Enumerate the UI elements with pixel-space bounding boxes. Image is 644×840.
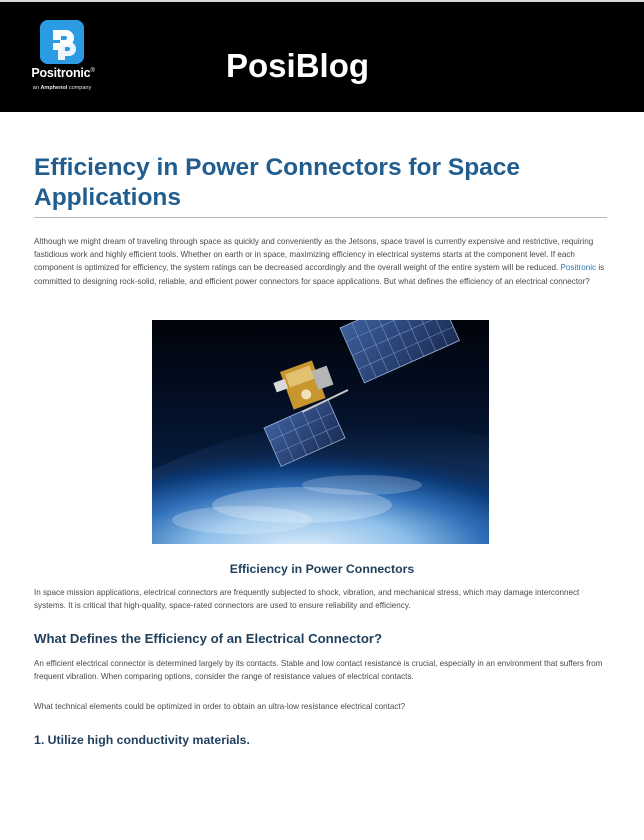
section2-question: What technical elements could be optimized in order to obtain an ultra-low resistance electrical contact? — [34, 702, 406, 711]
intro-paragraph: Although we might dream of traveling through space as quickly and conveniently as the Jetsons, space travel is currently expensive and restrictive, requiring fastidious work and highly efficient tools. Whether on earth or in space, maximizing efficiency in electrical systems starts at the component level. If each component is optimized for efficiency, the system ratings can be decreased accordingly and the overall weight of the entire system will be reduced. Positronic is committed to designing rock-solid, reliable, and efficient power connectors for space applications. But what defines the efficiency of an electrical connector? — [34, 237, 605, 286]
image-caption: Efficiency in Power Connectors — [229, 562, 415, 576]
logo-mark-icon — [40, 20, 84, 64]
section1-paragraph: In space mission applications, electrical connectors are frequently subjected to shock, vibration, and mechanical stress, which may damage interconnect systems. It is critical that high-quality, space-rated connectors are used to ensure reliability and efficiency. — [34, 588, 580, 611]
positronic-link[interactable]: Positronic — [560, 263, 597, 273]
article-title: Efficiency in Power Connectors for Space Applications — [34, 154, 521, 211]
site-header — [0, 2, 644, 112]
positronic-logo-icon[interactable] — [40, 20, 84, 64]
brand-name[interactable]: Positronic® — [31, 66, 95, 80]
blog-title: PosiBlog — [226, 47, 370, 84]
subheading-high-conductivity: 1. Utilize high conductivity materials. — [34, 733, 250, 747]
section2-paragraph: An efficient electrical connector is determined largely by its contacts. Stable and low contact resistance is crucial, especially in an environment that suffers from frequent vibration. When comparing options, consider the range of resistance values of electrical contacts. — [34, 659, 603, 682]
section2-heading: What Defines the Efficiency of an Electrical Connector? — [34, 631, 383, 646]
brand-tagline: an Amphenol company — [32, 85, 92, 91]
title-divider — [34, 217, 607, 218]
satellite-earth-image — [152, 320, 489, 544]
